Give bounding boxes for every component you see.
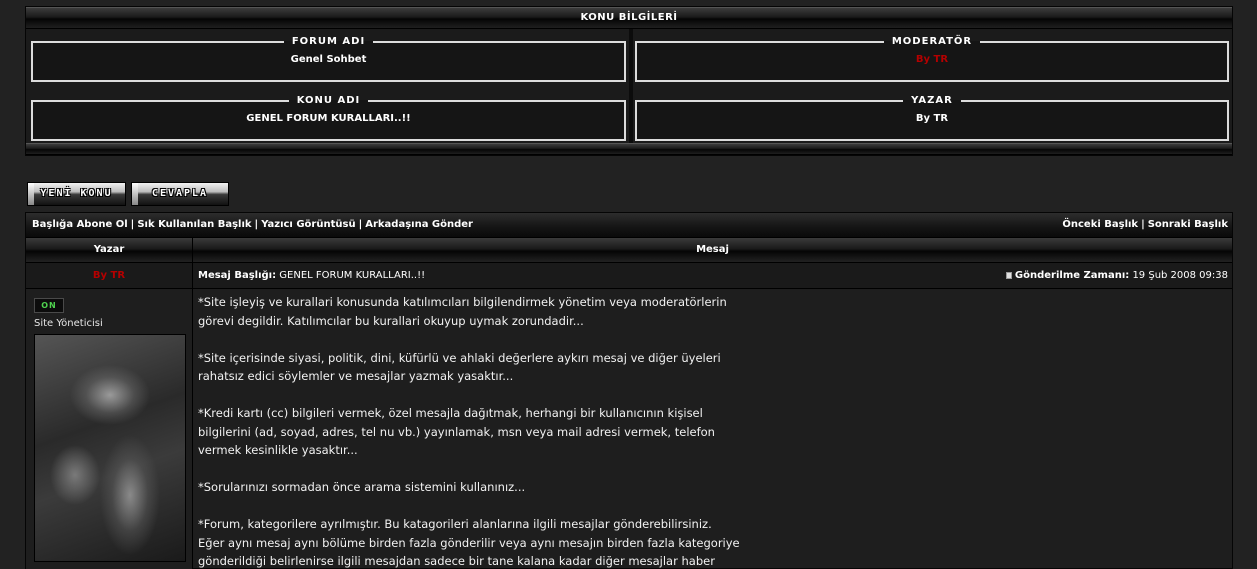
message-paragraph: *Site içerisinde siyasi, politik, dini, küfürlü ve ahlaki değerlere aykırı mesaj ve diğer üyeleri rahatsız edici söylemler ve mesajlar yazmak yasaktır... [198, 350, 721, 383]
post-time [1006, 263, 1228, 288]
column-headers [26, 238, 1232, 263]
topic-author-label: YAZAR [911, 95, 953, 106]
favorite-topic-link[interactable]: Sık Kullanılan Başlık [137, 219, 252, 230]
new-topic-button[interactable] [27, 182, 126, 206]
new-topic-label: YENİ KONU [40, 188, 113, 199]
topic-nav-links [1062, 213, 1228, 237]
forum-name-box [31, 37, 626, 82]
print-view-link[interactable]: Yazıcı Görüntüsü [261, 219, 356, 230]
reply-label: CEVAPLA [151, 188, 209, 199]
post-time-label: Gönderilme Zamanı: [1014, 270, 1130, 281]
avatar [34, 334, 186, 562]
moderator-value[interactable]: By TR [915, 54, 949, 65]
moderator-box [635, 37, 1229, 82]
online-status-badge: ON [34, 298, 64, 313]
link-separator: | [358, 219, 363, 230]
topic-name-box [31, 96, 626, 141]
info-column-divider [629, 29, 633, 147]
topic-author-value[interactable]: By TR [915, 113, 949, 124]
link-separator: | [130, 219, 135, 230]
post-body [26, 289, 1232, 569]
author-profile [26, 289, 193, 569]
info-panel-footer [26, 143, 1232, 155]
forum-name-value[interactable]: Genel Sohbet [290, 54, 367, 65]
topic-name-label: KONU ADI [296, 95, 361, 106]
forum-name-label: FORUM ADI [291, 36, 366, 47]
post-message [198, 289, 758, 569]
topic-table [25, 212, 1233, 569]
post-subject-label: Mesaj Başlığı: [198, 270, 277, 281]
button-cap [132, 183, 138, 205]
user-rank: Site Yöneticisi [34, 318, 103, 329]
subscribe-link[interactable]: Başlığa Abone Ol [32, 219, 128, 230]
post-author-name[interactable]: By TR [26, 263, 193, 288]
topic-info-title: KONU BİLGİLERİ [26, 7, 1232, 29]
author-column-header: Yazar [26, 238, 193, 262]
topic-links-bar [26, 213, 1232, 238]
message-paragraph: *Sorularınızı sormadan önce arama sistemini kullanınız... [198, 480, 526, 494]
message-paragraph: *Kredi kartı (cc) bilgileri vermek, özel mesajla dağıtmak, herhangi bir kullanıcının kişisel bilgilerini (ad, soyad, adres, tel nu vb.) yayınlamak, msn veya mail adresi vermek, telefon vermek kesinlikle yasaktır... [198, 406, 715, 457]
link-separator: | [254, 219, 259, 230]
post-subject [198, 263, 425, 288]
message-column-header: Mesaj [696, 244, 729, 255]
post-header [26, 263, 1232, 289]
reply-button[interactable] [131, 182, 229, 206]
post-time-value: 19 Şub 2008 09:38 [1132, 270, 1228, 281]
moderator-label: MODERATÖR [891, 36, 973, 47]
post-icon[interactable] [1006, 272, 1012, 279]
topic-name-value: GENEL FORUM KURALLARI..!! [246, 113, 411, 124]
link-separator: | [1141, 219, 1145, 230]
topic-info-panel [25, 6, 1233, 156]
post-subject-value: GENEL FORUM KURALLARI..!! [279, 270, 426, 281]
message-paragraph: *Forum, kategorilere ayrılmıştır. Bu katagorileri alanlarına ilgili mesajlar gönderebilirsiniz. Eğer aynı mesaj aynı bölüme birden fazla gönderilir veya aynı mesajın birden fazla kategoriye gönderildiği belirlenirse ilgili mesajdan sadece bir tane kalana kadar diğer mesajlar haber [198, 517, 740, 568]
next-topic-link[interactable]: Sonraki Başlık [1147, 219, 1228, 230]
previous-topic-link[interactable]: Önceki Başlık [1062, 219, 1139, 230]
message-paragraph: *Site işleyiş ve kurallari konusunda katılımcıları bilgilendirmek yönetim veya moderatörlerin görevi degildir. Katılımcılar bu kurallari okuyup uymak zorundadir... [198, 295, 727, 328]
button-cap [28, 183, 34, 205]
topic-author-box [635, 96, 1229, 141]
send-to-friend-link[interactable]: Arkadaşına Gönder [365, 219, 473, 230]
